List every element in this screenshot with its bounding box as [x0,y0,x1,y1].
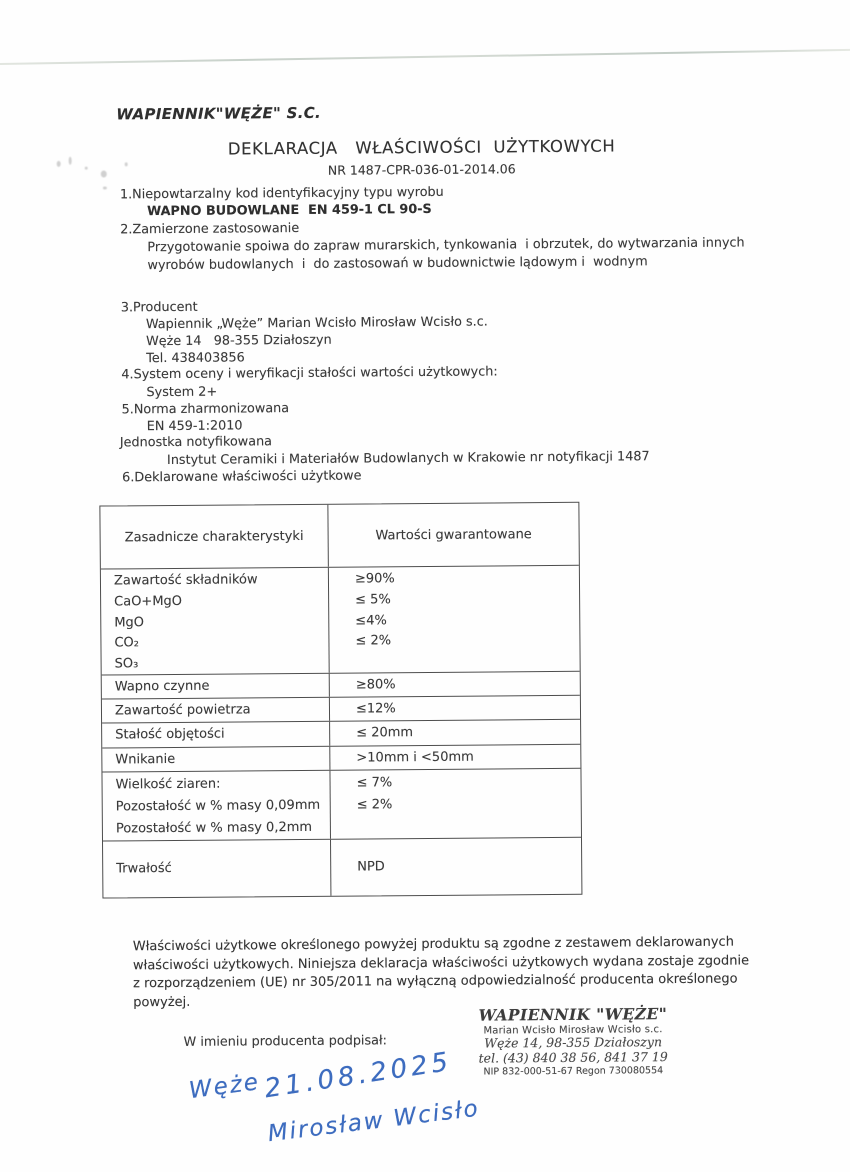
item4-label: 4.System oceny i weryfikacji stałości wartości użytkowych: [121,364,498,383]
notified-body-value: Instytut Ceramiki i Materiałów Budowlanych w Krakowie nr notyfikacji 1487 [166,449,650,469]
row-label: Pozostałość w % masy 0,2mm [115,819,313,837]
table-row-composition [101,565,580,675]
row-value: ≤ 20mm [356,725,414,741]
item1-product-code: WAPNO BUDOWLANE EN 459-1 CL 90-S [147,201,432,220]
row-value: >10mm i <50mm [356,749,474,766]
declared-performance-table [99,502,582,899]
signature-caption: W imieniu producenta podpisał: [183,1033,387,1050]
table-row-grain-size [102,768,581,841]
table-header-characteristics: Zasadnicze charakterystyki [100,505,328,569]
row-value: ≤ 2% [355,633,392,649]
row-value: ≤ 5% [355,592,391,608]
row-label: Wielkość ziaren: [115,776,221,793]
producer-phone: Tel. 438403856 [146,350,245,367]
stamp-address: Węże 14, 98-355 Działoszyn [484,1034,663,1051]
document-number: NR 1487-CPR-036-01-2014.06 [327,161,516,178]
stamp-owners: Marian Wcisło Mirosław Wcisło s.c. [483,1024,663,1037]
producer-name: Wapiennik „Węże” Marian Wcisło Mirosław Wcisło s.c. [145,314,488,333]
table-header-values: Wartości gwarantowane [375,526,532,543]
item5-standard: EN 459-1:2010 [146,418,243,435]
statement-line: powyżej. [133,994,191,1011]
item3-label: 3.Producent [120,299,198,316]
statement-line: Właściwości użytkowe określonego powyżej produktu są zgodne z zestawem deklarowanych [132,934,734,955]
table-row-active-lime [102,671,580,699]
table-cell-labels [102,771,331,841]
producer-address: Węże 14 98-355 Działoszyn [146,332,332,350]
row-label: Pozostałość w % masy 0,09mm [115,797,321,815]
notified-body-label: Jednostka notyfikowana [119,434,273,451]
item4-system: System 2+ [146,384,218,401]
item2-use-line2: wyrobów budowlanych i do zastosowań w budownictwie lądowym i wodnym [147,254,648,274]
statement-line: z rozporządzeniem (UE) nr 305/2011 na wyłączną odpowiedzialność producenta określonego [133,971,738,992]
row-label: Wapno czynne [114,678,210,695]
item2-use-line1: Przygotowanie spoiwa do zapraw murarskich, tynkowania i obrzutek, do wytwarzania innych [147,235,745,256]
row-value: ≥90% [354,571,395,587]
table-cell-values [329,566,580,673]
table-row-durability [103,837,581,898]
table-cell-values [330,769,581,839]
row-value: ≤ 2% [356,797,393,813]
handwritten-signature: Mirosław Wcisło [266,1095,482,1148]
item1-label: 1.Niepowtarzalny kod identyfikacyjny typu wyrobu [119,184,444,203]
item5-label: 5.Norma zharmonizowana [121,401,290,418]
handwritten-place: Węże [187,1069,262,1105]
stamp-phone: tel. (43) 840 38 56, 841 37 19 [478,1048,668,1066]
row-label: Zawartość składników [113,572,258,589]
stamp-nip-regon: NIP 832-000-51-67 Regon 730080554 [483,1065,664,1078]
document-title: DEKLARACJA WŁAŚCIWOŚCI UŻYTKOWYCH [227,136,616,159]
row-value: NPD [357,858,385,875]
table-row-soundness [102,719,580,748]
row-label: Zawartość powietrza [114,702,251,719]
scan-edge-line [0,49,850,65]
item6-label: 6.Deklarowane właściwości użytkowe [122,468,362,486]
row-value: ≤12% [355,701,396,717]
conformity-statement [132,934,750,1013]
company-letterhead: WAPIENNIK"WĘŻE" S.C. [116,103,322,124]
row-value: ≤ 7% [356,775,393,791]
table-row-air-content [102,695,580,723]
stamp-company-name: WAPIENNIK "WĘŻE" [478,1004,668,1025]
row-label: MgO [114,614,145,631]
handwritten-date: 21.08.2025 [262,1046,454,1105]
row-value: ≥80% [355,677,396,693]
row-label: SO₃ [114,656,139,672]
row-value: ≤4% [355,612,387,629]
row-label: CaO+MgO [114,593,183,610]
row-label: Trwałość [116,860,172,877]
company-stamp [465,1004,681,1078]
statement-line: właściwości użytkowych. Niniejsza deklaracja właściwości użytkowych wydana zostaje zgodnie [132,953,750,973]
table-cell-labels [101,568,330,675]
table-header-row [100,503,578,569]
table-row-penetration [102,744,580,772]
row-label: Stałość objętości [115,726,225,743]
row-label: CO₂ [114,635,140,651]
item2-label: 2.Zamierzone zastosowanie [120,220,300,238]
row-label: Wnikanie [115,751,176,768]
